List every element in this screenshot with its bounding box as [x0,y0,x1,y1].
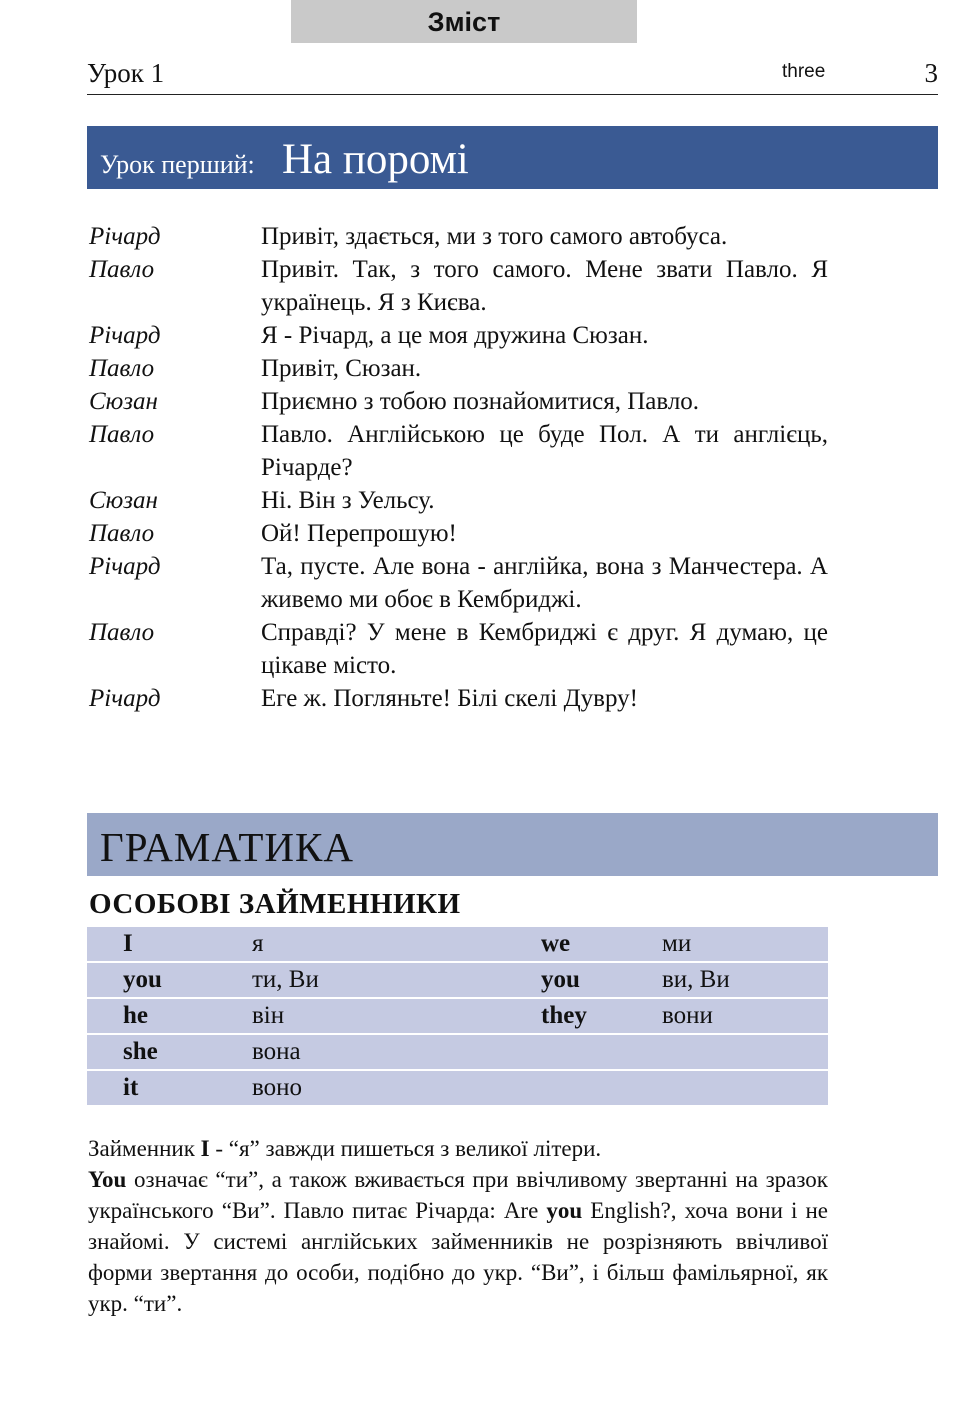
speech: Привіт, Сюзан. [261,355,422,382]
lesson-prefix: Урок перший: [100,150,255,179]
lesson-banner [87,126,938,189]
note-text: Займенник [88,1136,201,1161]
dialogue-line [89,220,829,253]
pronoun-ua: вона [252,1038,301,1065]
speech: Павло. Англійською це буде Пол. А ти англієць, Річарде? [261,421,828,481]
speaker: Річард [89,223,161,250]
pronoun-ua: ви, Ви [662,966,730,993]
table-row [87,927,828,961]
pronoun-en: we [541,930,571,957]
pronoun-en: I [123,930,133,957]
speaker: Павло [89,421,155,448]
speaker: Павло [89,355,155,382]
pronoun-en: he [123,1002,148,1029]
table-row [87,1071,828,1105]
pronoun-en: you [123,966,162,993]
grammar-notes [88,1133,828,1319]
speech: Еге ж. Погляньте! Білі скелі Дувру! [261,685,638,712]
speech: Ні. Він з Уельсу. [261,487,435,514]
pronoun-ua: ми [662,930,692,957]
speaker: Павло [89,256,155,283]
pronoun-en: they [541,1002,587,1029]
speaker: Сюзан [89,388,158,415]
speaker: Павло [89,619,155,646]
table-row [87,963,828,997]
dialogue-line [89,517,829,550]
speech: Та, пусте. Але вона - англійка, вона з Манчестера. А живемо ми обоє в Кембриджі. [261,553,828,613]
pronoun-en: you [541,966,580,993]
table-row [87,999,828,1033]
page-number: 3 [924,58,938,88]
note-emphasis: you [546,1198,583,1223]
pronoun-ua: я [252,930,264,957]
dialogue-line [89,319,829,352]
pronouns-heading: ОСОБОВІ ЗАЙМЕННИКИ [89,888,461,920]
speaker: Сюзан [89,487,158,514]
speaker: Павло [89,520,155,547]
lesson-title: На поромі [282,136,469,183]
note-text: - “я” завжди пишеться з великої літери. [209,1136,602,1161]
pronoun-ua: вони [662,1002,713,1029]
lesson-label: Урок 1 [87,58,165,88]
grammar-banner [87,813,938,876]
speech: Привіт, здається, ми з того самого автобуса. [261,223,728,250]
running-head [87,58,938,95]
pronoun-en: she [123,1038,158,1065]
speech: Приємно з тобою познайомитися, Павло. [261,388,700,415]
speech: Я - Річард, а це моя дружина Сюзан. [261,322,649,349]
dialogue-line [89,253,829,319]
dialogue-line [89,550,829,616]
note-paragraph [88,1133,828,1164]
note-emphasis: I [200,1136,210,1161]
speaker: Річард [89,685,161,712]
pronouns-table [87,927,828,1107]
dialogue-line [89,385,829,418]
dialogue-line [89,418,829,484]
speech: Привіт. Так, з того самого. Мене звати Павло. Я українець. Я з Києва. [261,256,828,316]
dialogue [89,220,829,715]
page-word: three [782,61,826,82]
speech: Справді? У мене в Кембриджі є друг. Я думаю, це цікаве місто. [261,619,828,679]
pronoun-ua: воно [252,1074,303,1101]
contents-tab[interactable]: Зміст [291,0,637,43]
grammar-title: ГРАМАТИКА [100,824,354,870]
table-row [87,1035,828,1069]
pronoun-ua: ти, Ви [252,966,319,993]
speaker: Річард [89,553,161,580]
note-emphasis: You [88,1167,127,1192]
dialogue-line [89,484,829,517]
note-text: означає “ти”, а також вживається при ввічливому звертанні на зразок українського “Ви”. Павло питає Річарда: Are [88,1167,828,1223]
pronoun-ua: він [252,1002,285,1029]
pronoun-en: it [123,1074,139,1101]
speech: Ой! Перепрошую! [261,520,457,547]
note-paragraph [88,1164,828,1319]
note-text: English?, хоча вони і не знайомі. У системі англійських займенників не розрізняють ввічливої форми звертання до особи, подібно до укр. “Ви”, і більш фамільярної, як укр. “ти”. [88,1198,828,1316]
speaker: Річард [89,322,161,349]
dialogue-line [89,616,829,682]
dialogue-line [89,352,829,385]
dialogue-line [89,682,829,715]
